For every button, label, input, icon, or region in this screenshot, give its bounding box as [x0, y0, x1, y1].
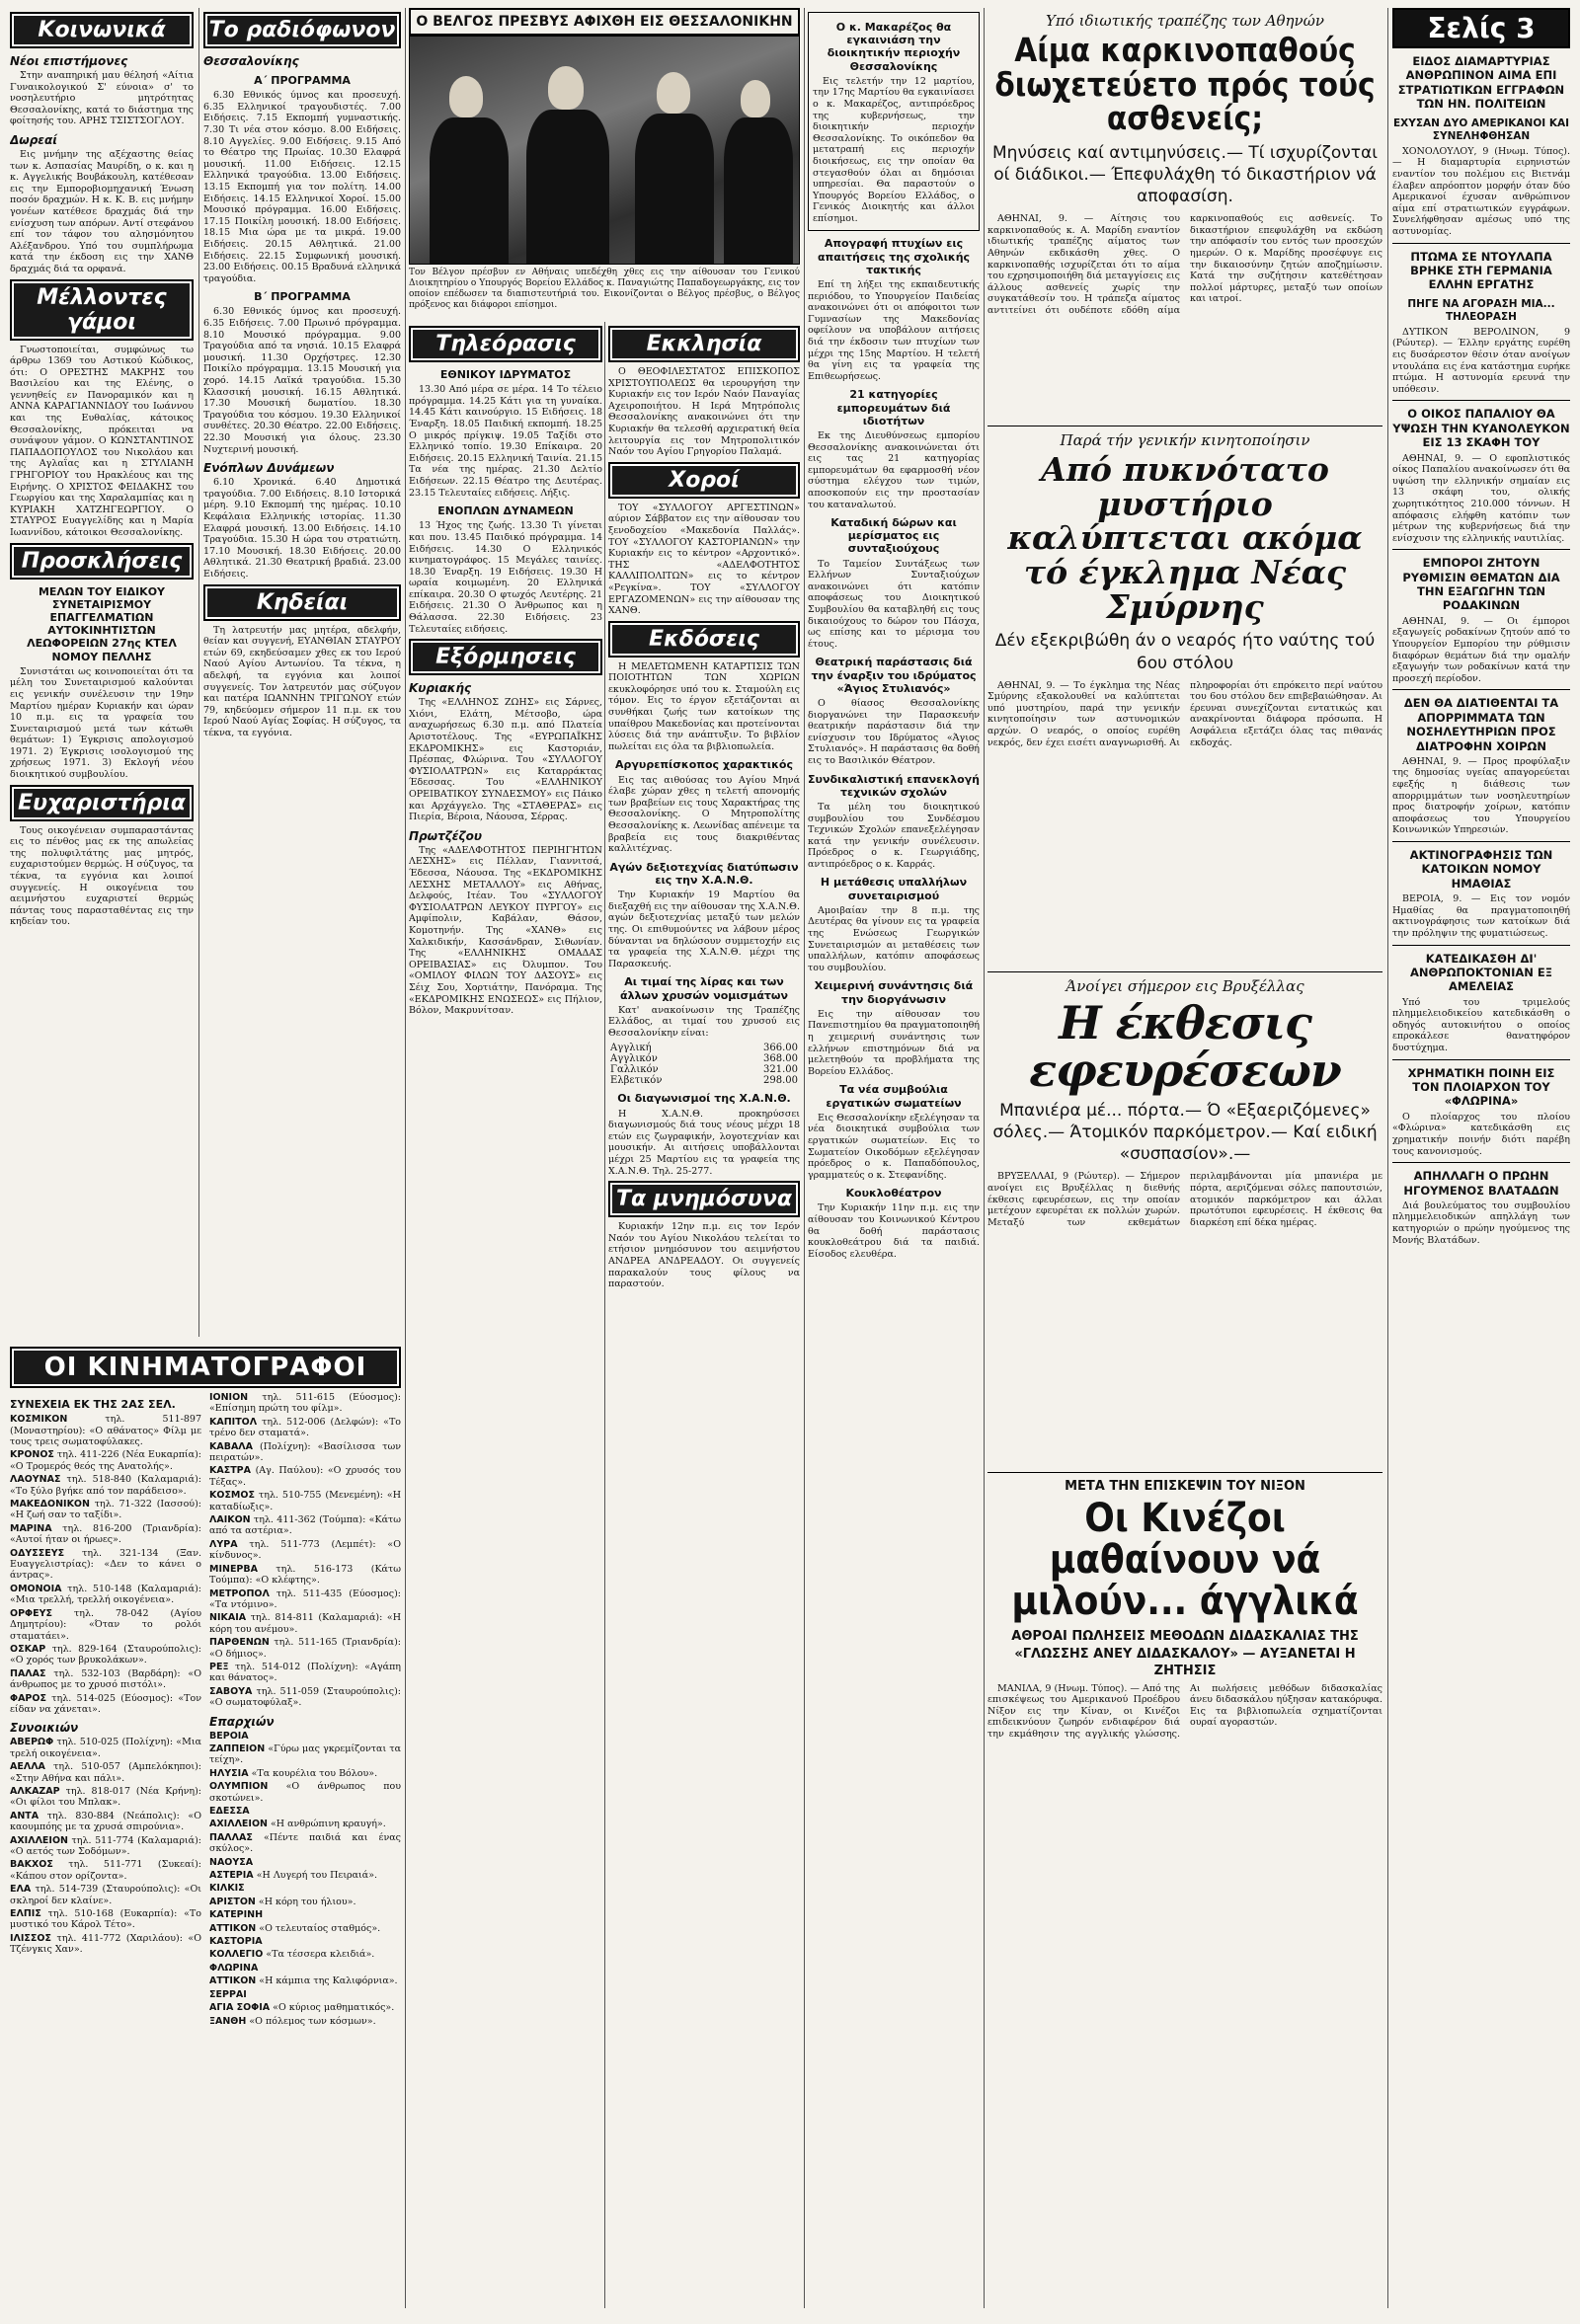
column-local-news [808, 8, 980, 2308]
cinema-name: ΠΑΡΘΕΝΩΝ [209, 1637, 270, 1649]
cinema-listing [209, 1465, 401, 1488]
cinema-listing [209, 1806, 401, 1817]
program-title: Α΄ ΠΡΟΓΡΑΜΜΑ [254, 74, 351, 87]
paragraph: Εις τας αιθούσας του Αγίου Μηνά έλαβε χώραν χθες η τελετή απονομής των βραβείων εις τους Χαρακτήρας της Θεσσαλονίκης. Ο Μητροπολίτης Θεσσαλονίκης κ. Λεωνίδας απένειμε τα βραβεία εις τους διακριθέντας καλλιτέχνας. [608, 774, 800, 855]
headline: Καταδική δώρων και μερίσματος εις συνταξιούχους [830, 516, 957, 556]
headline: ΕΜΠΟΡΟΙ ΖΗΤΟΥΝ ΡΥΘΜΙΣΙΝ ΘΕΜΑΤΩΝ ΔΙΑ ΤΗΝ ΕΞΑΓΩΓΗΝ ΤΩΝ ΡΟΔΑΚΙΝΩΝ [1402, 556, 1560, 613]
cinema-name: ΝΙΚΑΙΑ [209, 1612, 247, 1624]
cinema-program: τηλ. 411-772 (Χαριλάου): «Ο Τζένγκις Χαν». [10, 1932, 201, 1956]
headline-chinese-english: Οι Κινέζοι μαθαίνουν νά μιλούν... άγγλικά [1011, 1496, 1359, 1625]
cinema-listing [10, 1474, 201, 1497]
cinema-listing [10, 1884, 201, 1906]
cinema-name: ΜΑΚΕΔΟΝΙΚΟΝ [10, 1499, 90, 1511]
cinema-listing [209, 1588, 401, 1611]
cinema-name: ΑΤΤΙΚΟΝ [209, 1922, 257, 1934]
paragraph: 13 Ήχος της ζωής. 13.30 Τι γίνεται και που. 13.45 Παιδικό πρόγραμμα. 14 Ειδήσεις. 14.30 Ο Ελληνικός κινηματογράφος. 15 Μεγάλες ταινίες. 18.30 Έναρξη. 19 Ειδήσεις. 19.30 Η ωραία κοιμωμένη. 20 Ελληνικά επίκαιρα. 20.30 Ο φτωχός Λευτέρης. 21 Ειδήσεις. 21.30 Ο Άνθρωπος και η Θάλασσα. 22.30 Ειδήσεις. 23 Τελευταίες ειδήσεις. [409, 520, 602, 635]
subheading: ΣΥΝΕΧΕΙΑ ΕΚ ΤΗΣ 2ΑΣ ΣΕΛ. [10, 1398, 176, 1411]
cinema-listing [209, 1612, 401, 1635]
cinema-name: ΞΑΝΘΗ [209, 2015, 247, 2027]
cinema-name: ΖΑΠΠΕΙΟΝ [209, 1743, 266, 1754]
page-number: Σελίς 3 [1392, 8, 1570, 48]
section-heading-funerals: Κηδείαι [203, 584, 401, 621]
cinema-program: «Γύρω μας γκρεμίζονται τα τείχη». [209, 1743, 401, 1766]
cinema-program: τηλ. 816-200 (Τριανδρία): «Αυτοί ήταν οι ήρωες». [10, 1522, 201, 1546]
cinema-listing [209, 1490, 401, 1512]
paragraph: Εκ της Διευθύνσεως εμπορίου Θεσσαλονίκης ανακοινώνεται ότι εις τας 21 κατηγορίας εμπορευμάτων θα εφαρμοσθή νέον σύστημα ελέγχου των τιμών, αποσκοπούν εις την προστασίαν του καταναλωτού. [808, 429, 980, 510]
paragraph: Τα μέλη του διοικητικού συμβουλίου του Συνδέσμου Τεχνικών Σχολών επανεξελέγησαν κατά την γενικήν συνέλευσιν. Πρόεδρος ο κ. Γεωργιάδης, αντιπρόεδρος ο κ. Καρράς. [808, 801, 980, 870]
headline: Θεατρική παράστασις διά την έναρξιν του ιδρύματος «Άγιος Στυλιανός» [811, 656, 977, 695]
paragraph: Ο θίασος Θεσσαλονίκης διοργανώνει την Παρασκευήν θεατρικήν παράστασιν διά την ενίσχυσιν του Ιδρύματος «Άγιος Στυλιανός». Η παράστασις θα δοθή εις το Βασιλικόν Θέατρον. [808, 697, 980, 766]
cinema-listing [209, 1936, 401, 1947]
table-row: Ελβετικόν 298.00 [610, 1075, 798, 1087]
cinema-program: τηλ. 510-025 (Πολίχνη): «Μια τρελή οικογένεια». [10, 1737, 201, 1759]
cinema-listing [209, 1686, 401, 1709]
headline: Συνδικαλιστική επανεκλογή τεχνικών σχολών [808, 772, 980, 799]
cinema-listing [209, 1923, 401, 1934]
cinema-listing [209, 1417, 401, 1439]
subheading: Επαρχιών [209, 1714, 275, 1729]
paragraph: Η Χ.Α.Ν.Θ. προκηρύσσει διαγωνισμούς διά τους νέους μέχρι 18 ετών εις ζωγραφικήν, λογοτεχνίαν και μουσικήν. Αι αιτήσεις υποβάλλονται μέχρι 25 Μαρτίου εις τα γραφεία της Χ.Α.Ν.Θ. Τηλ. 25-277. [608, 1108, 800, 1177]
paragraph: Στην αναπηρική μαυ θέλησή «Αίτια Γυναικολογικού Σ' εύνοια» σ' το νοσηλευτήριο μητρότητας Θεσσαλονίκης, κατά το διάστημα της φοίτησής του. ΑΡΗΣ ΤΣΙΣΤΣΟΓΛΟΥ. [10, 70, 194, 127]
cinema-name: ΛΑΟΥΝΑΣ [10, 1474, 61, 1486]
cinema-name: ΜΕΤΡΟΠΟΛ [209, 1588, 270, 1599]
cinema-name: ΚΟΣΜΙΚΟΝ [10, 1414, 68, 1426]
cinema-listing [209, 2002, 401, 2013]
cinema-name: ΟΣΚΑΡ [10, 1643, 46, 1655]
cinema-program: τηλ. 511-771 (Συκεαί): «Κάπου στον ορίζοντα». [10, 1859, 201, 1882]
cinema-list-right [209, 1392, 401, 2029]
paragraph: Το Ταμείον Συντάξεως των Ελλήνων Συνταξιούχων ανακοινώνει ότι κατόπιν αποφάσεως του Διοικητικού Συμβουλίου θα καταβληθή εις τους δικαιούχους το δώρον του Πάσχα, ως επίσης και το μέρισμα του έτους. [808, 558, 980, 650]
subheading: Αργυρεπίσκοπος χαρακτικός [615, 758, 793, 772]
cinema-program: τηλ. 514-739 (Σταυρούπολις): «Οι σκληροί δεν κλαίνε». [10, 1884, 201, 1906]
cinema-name: ΦΑΡΟΣ [10, 1692, 46, 1704]
section-heading-radio: Το ραδιόφωνον [203, 12, 401, 48]
paragraph: ΑΘΗΝΑΙ, 9. — Αίτησις του καρκινοπαθούς κ. Α. Μαρίδη εναντίον ιδιωτικής τραπέζης αίματος των Αθηνών εκδικάσθη χθες. Ο καρκινοπαθής ισχυρίζεται ότι το αίμα του εχρησιμοποιήθη διά μεταγγίσεις εις άλλους ασθενείς χωρίς την συγκατάθεσίν του. Η τράπεζα αίματος αντιτείνει ότι ουδέποτε εδόθη αίμα καρκινοπαθούς εις ασθενείς. Το δικαστήριον επεφυλάχθη να εκδώση την απόφασίν του εντός των προσεχών ημερών. Ο κ. Μαρίδης προσέφυγε εις την δικαιοσύνην ζητών αποζημίωσιν. Κατά την συζήτησιν κατεθέτησαν πολλοί μάρτυρες, μεταξύ των οποίων και ιατροί. [988, 213, 1382, 316]
table-row: Αγγλικόν 368.00 [610, 1053, 798, 1065]
cinema-program: τηλ. 829-164 (Σταυρούπολις): «Ο χορός των βρυκολάκων». [10, 1643, 201, 1666]
section-heading-weddings: Μέλλοντες γάμοι [10, 279, 194, 341]
cinema-program: τηλ. 511-059 (Σταυρούπολις): «Ο σωματοφύλαξ». [209, 1685, 401, 1709]
paragraph: Επί τη λήξει της εκπαιδευτικής περιόδου, το Υπουργείον Παιδείας ανακοινώνει ότι οι απόφοιτοι των Γυμνασίων της Μακεδονίας οφείλουν να υποβάλουν αιτήσεις διά την έκδοσιν των πτυχίων των μέχρι της 15ης Μαρτίου. Η τελετή θα γίνη εις τα γραφεία της Επιθεωρήσεως. [808, 279, 980, 382]
cinema-name: ΣΑΒΟΥΑ [209, 1685, 253, 1697]
cinema-program: «Πέντε παιδιά και ένας σκύλος». [209, 1831, 401, 1855]
cinema-listing [209, 1989, 401, 2000]
cinema-program: τηλ. 411-362 (Τούμπα): «Κάτω από τα αστέρια». [209, 1514, 401, 1537]
headline: Κουκλοθέατρον [845, 1187, 942, 1201]
cinema-listing [209, 1743, 401, 1766]
cinema-listing [10, 1761, 201, 1784]
cinema-name: ΚΟΣΜΟΣ [209, 1490, 255, 1502]
deck: Δέν εξεκριβώθη άν ο νεαρός ήτο ναύτης τού 6ου στόλου [994, 631, 1376, 673]
cinema-name: ΠΑΛΛΑΣ [209, 1831, 253, 1843]
cinema-name: ΦΛΩΡΙΝΑ [209, 1962, 259, 1974]
paragraph: Η ΜΕΛΕΤΩΜΕΝΗ ΚΑΤΑΡΤΙΣΙΣ ΤΩΝ ΠΟΙΟΤΗΤΩΝ ΤΩΝ ΧΩΡΙΩΝ εκυκλοφόρησε υπό του κ. Σταμούλη εις τόμον. Εις το έργον εξετάζονται αι συνθήκαι ζωής των κατοίκων της υπαίθρου Μακεδονίας και προτείνονται λύσεις διά την ανάπτυξιν. Το βιβλίον πωλείται εις όλα τα βιβλιοπωλεία. [608, 660, 800, 752]
section-heading-social: Κοινωνικά [10, 12, 194, 48]
cinema-listing [209, 1870, 401, 1881]
cinema-name: ΚΑΤΕΡΙΝΗ [209, 1909, 264, 1921]
cinema-listing [209, 1857, 401, 1868]
cinema-program: τηλ. 411-226 (Νέα Ευκαρπία): «Ο Τρομερός θεός της Ανατολής». [10, 1449, 201, 1472]
cinema-name: ΑΝΤΑ [10, 1810, 40, 1821]
cinemas-section [10, 1343, 401, 2029]
subheading: ΕΘΝΙΚΟΥ ΙΔΡΥΜΑΤΟΣ [439, 368, 572, 381]
column-divider [804, 8, 805, 2308]
cinema-program: τηλ. 830-884 (Νεάπολις): «Ο καουμπόης με τα χρυσά σπιρούνια». [10, 1810, 201, 1833]
cinema-listing [209, 1392, 401, 1415]
cinema-name: ΜΙΝΕΡΒΑ [209, 1563, 258, 1575]
subheading: Νέοι επιστήμονες [10, 54, 128, 68]
cinema-name: ΕΔΕΣΣΑ [209, 1806, 250, 1817]
section-heading-tv: Τηλεόρασις [409, 326, 602, 362]
headline: Η μετάθεσις υπαλλήλων συνεταιρισμού [820, 876, 968, 902]
cinema-listing [10, 1668, 201, 1691]
cinema-program: τηλ. 510-755 (Μενεμένη): «Η καταδίωξις». [209, 1490, 401, 1512]
paragraph: ΒΕΡΟΙΑ, 9. — Εις τον νομόν Ημαθίας θα πραγματοποιηθή ακτινογράφησις των κατοίκων διά την πρόληψιν της φυματιώσεως. [1392, 893, 1570, 939]
cinema-program: «Η Λυγερή του Πειραιά». [256, 1870, 378, 1882]
cinema-listing [209, 1539, 401, 1562]
cinema-listing [10, 1811, 201, 1833]
cinema-program: «Ο άνθρωπος που σκοτώνει». [209, 1781, 401, 1804]
subheading: Κυριακής [409, 681, 472, 696]
headline: ΧΡΗΜΑΤΙΚΗ ΠΟΙΝΗ ΕΙΣ ΤΟΝ ΠΛΟΙΑΡΧΟΝ ΤΟΥ «ΦΛΩΡΙΝΑ» [1407, 1065, 1555, 1109]
section-heading-cinemas: ΟΙ ΚΙΝΗΜΑΤΟΓΡΑΦΟΙ [10, 1347, 401, 1388]
paragraph: Κατ' ανακοίνωσιν της Τραπέζης Ελλάδος, αι τιμαί του χρυσού εις Θεσσαλονίκην είναι: [608, 1004, 800, 1039]
column-divider [405, 8, 406, 2308]
paragraph: Τη λατρευτήν μας μητέρα, αδελφήν, θείαν και συγγενή, ΕΥΑΝΘΙΑΝ ΣΤΑΥΡΟΥ ετών 69, εκηδεύσαμεν χθες εκ του Ιερού Ναού Αγίου Αντωνίου. Τα τέκνα, η αδελφή, τα εγγόνια και λοιποί συγγενείς. Τον λατρευτόν μας σύζυγον και πατέρα ΙΩΑΝΝΗΝ ΤΡΙΓΩΝΟΥ ετών 79, κηδεύομεν σήμερον 11 π.μ. εκ του Ιερού Ναού Αγίας Σοφίας. Η σύζυγος, τα τέκνα, τα εγγόνια. [203, 624, 401, 738]
cinema-listing [10, 1548, 201, 1582]
paragraph: 6.30 Εθνικός ύμνος και προσευχή. 6.35 Ειδήσεις. 7.00 Πρωινό πρόγραμμα. 8.10 Μουσικό πρόγραμμα. 9.00 Τραγούδια από τα νησιά. 10.15 Ελαφρά μουσική. 11.30 Ορχήστρες. 12.30 Ποικίλο πρόγραμμα. 13.15 Μουσική για χορό. 14.15 Λαϊκά τραγούδια. 15.30 Κλασσική μουσική. 16.15 Αθλητικά. 17.30 Μουσική δωματίου. 18.30 Τραγούδια του κόσμου. 19.30 Ελληνικοί συνθέτες. 20.30 Θέατρο. 22.00 Ειδήσεις. 22.30 Μουσική για όλους. 23.30 Νυχτερινή μουσική. [203, 306, 401, 455]
cinema-listing [209, 1819, 401, 1829]
cinema-name: ΟΔΥΣΣΕΥΣ [10, 1547, 65, 1559]
cinema-listing [10, 1584, 201, 1606]
cinema-name: ΚΑΣΤΟΡΙΑ [209, 1936, 263, 1948]
cinema-name: ΛΑΙΚΟΝ [209, 1514, 251, 1526]
headline-blood-bank: Αίμα καρκινοπαθούς διωχετεύετο πρός τούς ασθενείς; [994, 31, 1376, 138]
subheading: Συνοικιών [10, 1721, 79, 1736]
cinema-name: ΑΣΤΕΡΙΑ [209, 1870, 254, 1882]
cinema-program: «Ο κύριος μαθηματικός». [273, 2002, 395, 2014]
cinema-name: ΚΙΛΚΙΣ [209, 1883, 245, 1895]
cinema-listing [209, 1897, 401, 1907]
cinema-name: ΑΧΙΛΛΕΙΟΝ [10, 1834, 68, 1846]
cinema-program: τηλ. 514-012 (Πολίχνη): «Αγάπη και θάνατος». [209, 1661, 401, 1684]
kicker: Υπό ιδιωτικής τραπέζης των Αθηνών [1046, 12, 1324, 30]
cinema-program: τηλ. 321-134 (Ξαν. Ευαγγελιστρίας): «Δεν το κάνει ο άντρας». [10, 1547, 201, 1582]
cinema-program: «Τα τέσσερα κλειδιά». [266, 1949, 375, 1961]
paragraph: ΑΘΗΝΑΙ, 9. — Το έγκλημα της Νέας Σμύρνης εξακολουθεί να καλύπτεται υπό μυστηρίου, παρά την γενικήν κινητοποίησιν των αστυνομικών αρχών. Ο νεαρός, ο οποίος ευρέθη νεκρός, δεν έχει εισέτι αναγνωρισθή. Αι πληροφορίαι ότι επρόκειτο περί ναύτου του 6ου στόλου δεν επιβεβαιώθησαν. Αι έρευναι συνεχίζονται εντατικώς και ανακρίνονται διάφορα πρόσωπα. Η Ασφάλεια εξετάζει όλας τας πιθανάς εκδοχάς. [988, 679, 1382, 748]
paragraph: ΔΥΤΙΚΟΝ ΒΕΡΟΛΙΝΟΝ, 9 (Ρώυτερ). — Έλλην εργάτης ευρέθη εις δυσάρεστον θέσιν όταν ανοίγων ντουλάπα εις ένα κατάστημα ευρήκε πτώμα. Η αστυνομία ερευνά την υπόθεσιν. [1392, 326, 1570, 395]
cinema-program: τηλ. 516-173 (Κάτω Τούμπα): «Ο κλέφτης». [209, 1563, 401, 1587]
station-name: Θεσσαλονίκης [203, 54, 299, 68]
subheading: ΜΕΛΩΝ ΤΟΥ ΕΙΔΙΚΟΥ ΣΥΝΕΤΑΙΡΙΣΜΟΥ ΕΠΑΓΓΕΛΜΑΤΙΩΝ ΑΥΤΟΚΙΝΗΤΙΣΤΩΝ ΛΕΩΦΟΡΕΙΩΝ 27ης ΚΤΕΛ ΝΟΜΟΥ ΠΕΛΛΗΣ [27, 584, 177, 663]
cinema-listing [209, 1963, 401, 1974]
cinema-program: τηλ. 514-025 (Εύοσμος): «Τον είδαν να χάνεται». [10, 1692, 201, 1715]
cinema-name: ΑΧΙΛΛΕΙΟΝ [209, 1819, 268, 1830]
cinema-listing [10, 1523, 201, 1546]
subheading: ΕΝΟΠΛΩΝ ΔΥΝΑΜΕΩΝ [437, 504, 574, 518]
cinema-name: ΡΕΞ [209, 1661, 229, 1672]
cinema-listing [209, 1441, 401, 1464]
cinema-program: τηλ. 818-017 (Νέα Κρήνη): «Οι φίλοι του Μπλακ». [10, 1785, 201, 1809]
cinema-name: ΙΟΝΙΟΝ [209, 1392, 249, 1403]
headline: ΑΚΤΙΝΟΓΡΑΦΗΣΙΣ ΤΩΝ ΚΑΤΟΙΚΩΝ ΝΟΜΟΥ ΗΜΑΘΙΑΣ [1409, 848, 1553, 891]
paragraph: Εις Θεσσαλονίκην εξελέγησαν τα νέα διοικητικά συμβούλια των εργατικών σωματείων. Εις το Σωματείον Οικοδόμων εξελέγησαν πρόεδρος ο κ. Παπαδόπουλος, γραμματεύς ο κ. Στεφανίδης. [808, 1112, 980, 1181]
paragraph: 6.30 Εθνικός ύμνος και προσευχή. 6.35 Ελληνικοί τραγουδιστές. 7.00 Ειδήσεις. 7.15 Εκπομπή γυμναστικής. 7.30 Τι νέα στον κόσμο. 8.00 Ειδήσεις. 8.10 Αγγελίες. 9.00 Ειδήσεις. 9.15 Από το Θέατρο της Πρωίας. 10.30 Ελαφρά μουσική. 11.00 Ειδήσεις. 12.15 Ελληνικά τραγούδια. 13.00 Ειδήσεις. 13.15 Εκπομπή για τον πολίτη. 14.00 Ειδήσεις. 14.15 Ελληνικοί Χοροί. 15.00 Μουσικό πρόγραμμα. 16.00 Ειδήσεις. 17.15 Ποικίλη μουσική. 18.00 Ειδήσεις. 18.15 Μια ώρα με τα μικρά. 19.00 Ειδήσεις. 20.15 Αθλητικά. 21.00 Ειδήσεις. 22.15 Συμφωνική μουσική. 23.00 Ειδήσεις. 00.15 Βραδυνά ελληνικά τραγούδια. [203, 90, 401, 284]
paragraph: Της «ΑΔΕΛΦΟΤΗΤΟΣ ΠΕΡΙΗΓΗΤΩΝ ΛΕΣΧΗΣ» εις Πέλλαν, Γιαννιτσά, Έδεσσα, Νάουσα. Της «ΕΚΔΡΟΜΙΚΗΣ ΛΕΣΧΗΣ ΜΕΤΑΛΛΟΥ» εις Αθήνας, Δελφούς, Ιτέαν. Του «ΣΥΛΛΟΓΟΥ ΦΥΣΙΟΛΑΤΡΩΝ ΛΕΥΚΟΥ ΠΥΡΓΟΥ» εις Αμφίπολιν, Καβάλαν, Θάσον, Κομοτηνήν. Της «ΧΑΝΘ» εις Χαλκιδικήν, Κασσάνδραν, Σιθωνίαν. Της «ΕΛΛΗΝΙΚΗΣ ΟΜΑΔΑΣ ΟΡΕΙΒΑΣΙΑΣ» εις Όλυμπον. Του «ΟΜΙΛΟΥ ΦΙΛΩΝ ΤΟΥ ΔΑΣΟΥΣ» εις Σέιχ Σου, Χορτιάτην, Πανόραμα. Της «ΕΚΔΡΟΜΙΚΗΣ ΕΝΩΣΕΩΣ» εις Πήλιον, Βόλον, Μακρυνίτσαν. [409, 844, 602, 1017]
cinema-name: ΚΑΒΑΛΑ [209, 1440, 254, 1452]
cinema-program: τηλ. 511-774 (Καλαμαριά): «Ο αετός των Σοδόμων». [10, 1834, 201, 1857]
section-heading-memorials: Τα μνημόσυνα [608, 1181, 800, 1217]
subheading: Δωρεαί [10, 132, 57, 147]
paragraph: Ο ΘΕΟΦΙΛΕΣΤΑΤΟΣ ΕΠΙΣΚΟΠΟΣ ΧΡΙΣΤΟΥΠΟΛΕΩΣ θα ιερουργήση την Κυριακήν εις τον Ιερόν Ναόν Παναγίας Αχειροποιήτου. Η Ιερά Μητρόπολις Θεσσαλονίκης ανακοινώνει ότι την Κυριακήν θα τελεσθή αρχιερατική θεία λειτουργία εις τον Μητροπολιτικόν Ναόν του Αγίου Γρηγορίου Παλαμά. [608, 366, 800, 458]
column-divider [1387, 8, 1388, 2308]
cinema-name: ΠΑΛΑΣ [10, 1667, 46, 1679]
subheading: Πρωτζέζου [409, 828, 482, 843]
column-photo-tv [409, 8, 800, 314]
column-radio [203, 8, 401, 1337]
subheadline: ΠΗΓΕ ΝΑ ΑΓΟΡΑΣΗ ΜΙΑ... ΤΗΛΕΟΡΑΣΗ [1407, 297, 1555, 323]
paragraph: Ο πλοίαρχος του πλοίου «Φλώρινα» κατεδικάσθη εις χρηματικήν ποινήν διότι παρέβη τους κανονισμούς. [1392, 1111, 1570, 1157]
column-tv [409, 322, 602, 1339]
cinema-listing [10, 1693, 201, 1716]
cinema-listing [209, 1832, 401, 1855]
cinema-program: (Πολίχνη): «Βασίλισσα των πειρατών». [209, 1440, 401, 1464]
paragraph: Κυριακήν 12ην π.μ. εις τον Ιερόν Ναόν του Αγίου Νικολάου τελείται το ετήσιον μνημόσυνον του αειμνήστου ΑΝΔΡΕΑ ΑΝΔΡΕΑΔΟΥ. Οι συγγενείς παρακαλούν τους φίλους να παραστούν. [608, 1221, 800, 1290]
station-name: Ενόπλων Δυνάμεων [203, 461, 335, 476]
headline: 21 κατηγορίες εμπορευμάτων διά ιδιοτήτων [836, 388, 951, 427]
headline: Ο ΟΙΚΟΣ ΠΑΠΑΛΙΟΥ ΘΑ ΥΨΩΣΗ ΤΗΝ ΚΥΑΝΟΛΕΥΚΟΝ ΕΙΣ 13 ΣΚΑΦΗ ΤΟΥ [1392, 407, 1570, 450]
cinema-name: ΚΡΟΝΟΣ [10, 1449, 54, 1461]
paragraph: ΑΘΗΝΑΙ, 9. — Ο εφοπλιστικός οίκος Παπαλίου ανακοίνωσεν ότι θα υψώση την ελληνικήν σημαίαν εις 13 σκάφη του, ολικής χωρητικότητος 210.000 τόννων. Η απόφασις ελήφθη κατόπιν των μέτρων της κυβερνήσεως διά την ενίσχυσιν της ελληνικής ναυτιλίας. [1392, 452, 1570, 544]
headline: ΑΠΗΛΛΑΓΗ Ο ΠΡΩΗΝ ΗΓΟΥΜΕΝΟΣ ΒΛΑΤΑΔΩΝ [1403, 1169, 1559, 1198]
paragraph: Την Κυριακήν 11ην π.μ. εις την αίθουσαν του Κοινωνικού Κέντρου θα δοθή παράστασις κουκλοθεάτρου διά τα παιδιά. Είσοδος ελευθέρα. [808, 1202, 980, 1260]
cinema-program: τηλ. 511-165 (Τριανδρία): «Ο δήμιος». [209, 1637, 401, 1660]
cinema-listing [209, 1514, 401, 1537]
paragraph: ΤΟΥ «ΣΥΛΛΟΓΟΥ ΑΡΓΕΣΤΙΝΩΝ» αύριον Σάββατον εις την αίθουσαν του ξενοδοχείου «Μακεδονία Παλλάς». ΤΟΥ «ΣΥΛΛΟΓΟΥ ΚΑΣΤΟΡΙΑΝΩΝ» την Κυριακήν εις το κέντρον «Αρχοντικό». ΤΗΣ «ΑΔΕΛΦΟΤΗΤΟΣ ΚΑΛΛΙΠΟΛΙΤΩΝ» εις το κέντρον «Ρεγκίνα». ΤΟΥ «ΣΥΛΛΟΓΟΥ ΕΡΓΑΖΟΜΕΝΩΝ» εις την αίθουσαν της ΧΑΝΘ. [608, 502, 800, 617]
cinema-program: (Αγ. Παύλου): «Ο χρυσός του Τέξας». [209, 1465, 401, 1488]
cinema-name: ΑΒΕΡΩΦ [10, 1737, 54, 1748]
cinema-listing [10, 1608, 201, 1642]
cinema-name: ΒΕΡΟΙΑ [209, 1730, 249, 1742]
cinema-program: τηλ. 511-435 (Εύοσμος): «Τα ντόμινο». [209, 1588, 401, 1610]
cinema-program: «Ο τελευταίος σταθμός». [259, 1922, 381, 1934]
cinema-listing [209, 1975, 401, 1986]
cinema-program: τηλ. 511-615 (Εύοσμος): «Επίσημη πρώτη του φίλμ». [209, 1392, 401, 1415]
cinema-name: ΟΛΥΜΠΙΟΝ [209, 1781, 269, 1793]
cinema-program: «Τα κουρέλια του Βόλου». [251, 1767, 378, 1779]
kicker: ΜΕΤΑ ΤΗΝ ΕΠΙΣΚΕΨΙΝ ΤΟΥ ΝΙΞΟΝ [1065, 1479, 1305, 1495]
paragraph: ΑΘΗΝΑΙ, 9. — Προς προφύλαξιν της δημοσίας υγείας απαγορεύεται εφεξής η διάθεσις των απορριμμάτων των νοσηλευτηρίων προς διατροφήν χοίρων, κατόπιν αποφάσεως του Υπουργείου Κοινωνικών Υπηρεσιών. [1392, 755, 1570, 836]
cinema-listing [209, 1564, 401, 1587]
cinema-name: ΚΟΛΛΕΓΙΟ [209, 1949, 264, 1961]
paragraph: 6.10 Χρονικά. 6.40 Δημοτικά τραγούδια. 7.00 Ειδήσεις. 8.10 Ιστορικά μέρη. 9.10 Εκπομπή της ημέρας. 10.10 Κεφάλαια Ελληνικής ιστορίας. 11.30 Ελαφρά μουσική. 13.00 Ειδήσεις. 14.10 Τραγούδια. 15.30 Η ώρα του στρατιώτη. 17.10 Μουσική. 18.30 Ειδήσεις. 20.00 Αθλητικά. 21.30 Θεατρική βραδιά. 23.00 Ειδήσεις. [203, 477, 401, 580]
cinema-name: ΒΑΚΧΟΣ [10, 1859, 53, 1871]
paragraph: Εις τελετήν την 12 μαρτίου, την 17ης Μαρτίου θα εγκαινίασει ο κ. Μακαρέζος, αντιπρόεδρος της κυβερνήσεως, την διοικητικήν περιοχήν Θεσσαλονίκης. Το οικόπεδον θα μετατραπή εις περιοχήν διοικήσεως, εις την οποίαν θα στεγασθούν όλαι αι δημόσιαι υπηρεσίαι. Θα παραστούν ο Υπουργός Βορείου Ελλάδος, ο Γενικός Διοικητής και άλλοι επίσημοι. [813, 75, 975, 224]
cinema-name: ΟΜΟΝΟΙΑ [10, 1583, 62, 1594]
paragraph: Τους οικογένειαν συμπαραστάντας εις το πένθος μας εκ της απωλείας της πολυφιλτάτης μας μητρός, ευχαριστούμεν θερμώς. Η σύζυγος, τα τέκνα, τα εγγόνια και λοιποί συγγενείς. Η οικογένεια του αειμνήστου ευχαριστεί θερμώς πάντας τους παρασταθέντας εις την κηδείαν του. [10, 824, 194, 928]
deck: Μπανιέρα μέ... πόρτα.— Ό «Εξαεριζόμενες» σόλες.— Άτομικόν παρκόμετρον.— Καί ειδική «συσπασίον».— [992, 1101, 1378, 1165]
subheading: Οι διαγωνισμοί της Χ.Α.Ν.Θ. [617, 1092, 791, 1106]
cinema-program: «Ο πόλεμος των κόσμων». [249, 2015, 376, 2027]
paragraph: Γνωστοποιείται, συμφώνως τω άρθρω 1369 του Αστικού Κώδικος, ότι: Ο ΟΡΕΣΤΗΣ ΜΑΚΡΗΣ του Βασιλείου και της Ελένης, ο γεννηθείς εν Πανοραμικόν και η ΑΝΝΑ ΚΑΡΑΓΙΑΝΝΙΔΟΥ του Ιωάννου και της Ευθαλίας, κάτοικος Θεσσαλονίκης, πρόκειται να συνάψουν γάμον. Ο ΚΩΝΣΤΑΝΤΙΝΟΣ ΠΑΠΑΔΟΠΟΥΛΟΣ του Νικολάου και της Αγλαΐας και η ΣΤΥΛΙΑΝΗ ΓΡΗΓΟΡΙΟΥ του Ηρακλέους και της Ειρήνης. Ο ΧΡΙΣΤΟΣ ΦΕΙΔΑΚΗΣ του Γεωργίου και της Χαραλαμπίας και η ΚΥΡΙΑΚΗ ΧΑΤΖΗΓΕΩΡΓΙΟΥ. Ο ΣΤΑΥΡΟΣ Ευαγγελίδης και η Μαρία Ιωαννίδου, κάτοικοι Θεσσαλονίκης. [10, 344, 194, 538]
cinema-listing [209, 2016, 401, 2027]
paragraph: Αμοιβαίαν την 8 π.μ. της Δευτέρας θα γίνουν εις τα γραφεία της Ενώσεως Γεωργικών Συνεταιρισμών αι μεταθέσεις των υπαλλήλων, κατόπιν αποφάσεως του συμβουλίου. [808, 904, 980, 973]
headline: ΚΑΤΕΔΙΚΑΣΘΗ ΔΙ' ΑΝΘΡΩΠΟΚΤΟΝΙΑΝ ΕΞ ΑΜΕΛΕΙΑΣ [1410, 951, 1552, 994]
cinema-name: ΚΑΣΤΡΑ [209, 1465, 251, 1477]
cinema-program: τηλ. 511-773 (Λεμπέτ): «Ο κίνδυνος». [209, 1538, 401, 1562]
cinema-name: ΑΛΚΑΖΑΡ [10, 1785, 60, 1797]
cinema-listing [209, 1909, 401, 1920]
cinema-listing [10, 1908, 201, 1931]
cinema-listing [10, 1859, 201, 1882]
cinema-name: ΑΓΙΑ ΣΟΦΙΑ [209, 2002, 271, 2014]
cinema-name: ΑΕΛΛΑ [10, 1761, 45, 1773]
column-church [608, 322, 800, 2308]
photo-caption: Τον Βέλγον πρέσβυν εν Αθήναις υπεδέχθη χθες εις την αίθουσαν του Γενικού Διοικητηρίου ο Υπουργός Βορείου Ελλάδος κ. Παναγιώτης Παπαδογεωργάκης, εις τον οποίον επέδωσεν τα διαπιστευτήριά του. Εικονίζονται ο Βέλγος πρέσβυς, ο Βέλγος πρόξενος και διάφοροι επίσημοι. [409, 268, 800, 310]
headline: Ο κ. Μακαρέζος θα εγκαινιάση την διοικητικήν περιοχήν Θεσσαλονίκης [827, 21, 961, 73]
cinema-program: «Η κάμπια της Καλιφόρνια». [259, 1975, 398, 1987]
cinema-listing [209, 1781, 401, 1804]
cinema-listing [10, 1737, 201, 1759]
cinema-program: τηλ. 532-103 (Βαρδάρη): «Ο άνθρωπος με το χρυσό πιστόλι». [10, 1667, 201, 1691]
paragraph: Εις μνήμην της αξέχαστης θείας των κ. Ασπασίας Μαυρίδη, ο κ. και η κ. Αγγελικής Βουβάκουλη, κατέθεσαν εις την Εμποροβιομηχανική Ένωση ποσόν δραχμών. Η κ. Κ. Β. εις μνήμην γονέων κατέθεσε δραχμάς διά την ενίσχυση των απόρων. Αντί στεφάνου επί τον τάφον του αλησμόνητου Αλέξανδρου. Υπό του συμπλήρωμα κατά την έκδοση εις την ΧΑΝΘ δραχμάς διά τα ορφανά. [10, 148, 194, 274]
cinema-listing [10, 1414, 201, 1447]
section-heading-thanks: Ευχαριστήρια [10, 785, 194, 821]
cinema-name: ΚΑΠΙΤΟΛ [209, 1416, 258, 1428]
cinema-program: τηλ. 814-811 (Καλαμαριά): «Η κόρη του ανέμου». [209, 1612, 401, 1635]
cinema-listing [10, 1933, 201, 1956]
paragraph: Διά βουλεύματος του συμβουλίου πλημμελειοδικών απηλλάγη των κατηγοριών ο πρώην ηγούμενος της Μονής Βλατάδων. [1392, 1200, 1570, 1246]
headline: ΠΤΩΜΑ ΣΕ ΝΤΟΥΛΑΠΑ ΒΡΗΚΕ ΣΤΗ ΓΕΡΜΑΝΙΑ ΕΛΛΗΝ ΕΡΓΑΤΗΣ [1410, 249, 1552, 292]
paragraph: Εις την αίθουσαν του Πανεπιστημίου θα πραγματοποιηθή η χειμερινή συνάντησις των ελλήνων επιστημόνων διά να μελετηθούν τα προβλήματα της Βορείου Ελλάδος. [808, 1008, 980, 1077]
cinema-listing [209, 1768, 401, 1779]
photo-headline: Ο ΒΕΛΓΟΣ ΠΡΕΣΒΥΣ ΑΦΙΧΘΗ ΕΙΣ ΘΕΣΣΑΛΟΝΙΚΗΝ [409, 8, 800, 36]
cinema-name: ΟΡΦΕΥΣ [10, 1607, 52, 1619]
column-social [10, 8, 194, 932]
cinema-listing [10, 1786, 201, 1809]
section-heading-publications: Εκδόσεις [608, 621, 800, 658]
headline: Τα νέα συμβούλια εργατικών σωματείων [826, 1083, 962, 1110]
paragraph: Της «ΕΛΛΗΝΟΣ ΖΩΗΣ» εις Σάρνες, Χιόνι, Ελάτη, Μέτσοβο, ώρα αναχωρήσεως 6.30 π.μ. από Πλατεία Αριστοτέλους. Της «ΕΥΡΩΠΑΪΚΗΣ ΕΚΔΡΟΜΙΚΗΣ» εις Καστοριάν, Πρέσπας, Φλώρινα. Του «ΣΥΛΛΟΓΟΥ ΦΥΣΙΟΛΑΤΡΩΝ» εις Καταρράκτας Έδεσσας. Του «ΕΛΛΗΝΙΚΟΥ ΟΡΕΙΒΑΤΙΚΟΥ ΣΥΝΔΕΣΜΟΥ» εις Πάικο και Αρχάγγελο. Της «ΣΤΑΘΕΡΑΣ» εις Πιερία, Βέροια, Νάουσα, Σέρρας. [409, 697, 602, 823]
paragraph: ΜΑΝΙΛΑ, 9 (Ηνωμ. Τύπος). — Από της επισκέψεως του Αμερικανού Προέδρου Νίξον εις την Κίναν, οι Κινέζοι επιδεικνύουν ζωηρόν ενδιαφέρον διά την εκμάθησιν της αγγλικής γλώσσης. Αι πωλήσεις μεθόδων διδασκαλίας άνευ διδασκάλου ηύξησαν κατακόρυφα. Εις τα βιβλιοπωλεία σχηματίζονται ουραί αγοραστών. [988, 1682, 1382, 1741]
paragraph: ΧΟΝΟΛΟΥΛΟΥ, 9 (Ηνωμ. Τύπος). — Η διαμαρτυρία ειρηνιστών εναντίον του πολέμου εις Βιετνάμ έλαβεν απρόοπτον μορφήν όταν δύο Αμερικανοί έχυσαν ανθρώπινον αίμα επί στρατιωτικών εγγράφων. Συνελήφθησαν αμέσως υπό της αστυνομίας. [1392, 145, 1570, 237]
cinema-name: ΣΕΡΡΑΙ [209, 1988, 247, 2000]
cinema-program: τηλ. 510-057 (Αμπελόκηποι): «Στην Αθήνα και πάλι». [10, 1761, 201, 1784]
kicker: Άνοίγει σήμερον εις Βρυξέλλας [1066, 976, 1304, 995]
column-briefs [1392, 8, 1570, 2308]
cinema-listing [209, 1731, 401, 1742]
gold-price-table [608, 1043, 800, 1086]
cinema-listing [209, 1662, 401, 1684]
program-title: Β΄ ΠΡΟΓΡΑΜΜΑ [254, 290, 351, 304]
cinema-program: τηλ. 510-168 (Ευκαρπία): «Το μυστικό του Κάρολ Τέτο». [10, 1908, 201, 1931]
cinema-listing [209, 1949, 401, 1960]
article-box [808, 12, 980, 231]
cinema-name: ΗΛΥΣΙΑ [209, 1767, 249, 1779]
cinema-name: ΕΛΠΙΣ [10, 1908, 41, 1920]
column-divider [198, 8, 199, 1337]
table-row: Αγγλική 366.00 [610, 1043, 798, 1054]
cinema-program: τηλ. 510-148 (Καλαμαριά): «Μια τρελλή, τρελλή οικογένεια». [10, 1583, 201, 1606]
subheadline: ΕΧΥΣΑΝ ΔΥΟ ΑΜΕΡΙΚΑΝΟΙ ΚΑΙ ΣΥΝΕΛΗΦΘΗΣΑΝ [1393, 116, 1569, 142]
newspaper-page [10, 8, 1570, 2308]
cinema-name: ΝΑΟΥΣΑ [209, 1856, 254, 1868]
section-heading-dances: Χοροί [608, 462, 800, 499]
cinema-listing [209, 1883, 401, 1894]
cinema-listing [10, 1644, 201, 1666]
cinema-program: τηλ. 78-042 (Αγίου Δημητρίου): «Όταν το ρολόι σταματάει». [10, 1607, 201, 1642]
cinema-name: ΑΤΤΙΚΟΝ [209, 1975, 257, 1987]
cinema-program: τηλ. 71-322 (Ιασσού): «Η ζωή σαν το ταξίδι». [10, 1499, 201, 1521]
cinema-listing [10, 1499, 201, 1521]
paragraph: Υπό του τριμελούς πλημμελειοδικείου κατεδικάσθη ο οδηγός αυτοκινήτου ο οποίος επροκάλεσε θανατηφόρον δυστύχημα. [1392, 996, 1570, 1054]
cinema-name: ΕΛΑ [10, 1884, 32, 1896]
headline: Χειμερινή συνάντησις διά την διοργάνωσιν [814, 979, 974, 1006]
cinema-list-left [10, 1392, 201, 2029]
photo-ambassador [409, 36, 800, 265]
cinema-listing [10, 1449, 201, 1472]
cinema-name: ΑΡΙΣΤΟΝ [209, 1896, 256, 1907]
deck: Μηνύσεις καί αντιμηνύσεις.— Τί ισχυρίζονται οί διάδικοι.— Έπεφυλάχθη τό δικαστήριον νά αποφασίση. [992, 142, 1378, 207]
cinema-name: ΜΑΡΙΝΑ [10, 1522, 52, 1534]
headline: ΔΕΝ ΘΑ ΔΙΑΤΙΘΕΝΤΑΙ ΤΑ ΑΠΟΡΡΙΜΜΑΤΑ ΤΩΝ ΝΟΣΗΛΕΥΤΗΡΙΩΝ ΠΡΟΣ ΔΙΑΤΡΟΦΗΝ ΧΟΙΡΩΝ [1403, 696, 1559, 753]
cinema-program: «Η ανθρώπινη κραυγή». [271, 1819, 386, 1830]
cinema-name: ΙΛΙΣΣΟΣ [10, 1932, 51, 1944]
cinema-program: τηλ. 518-840 (Καλαμαριά): «Το ξύλο βγήκε από τον παράδεισο». [10, 1474, 201, 1497]
headline: ΕΙΔΟΣ ΔΙΑΜΑΡΤΥΡΙΑΣ ΑΝΘΡΩΠΙΝΟΝ ΑΙΜΑ ΕΠΙ ΣΤΡΑΤΙΩΤΙΚΩΝ ΕΓΓΡΑΦΩΝ ΤΩΝ ΗΝ. ΠΟΛΙΤΕΙΩΝ [1397, 54, 1565, 112]
deck: ΑΘΡΟΑΙ ΠΩΛΗΣΕΙΣ ΜΕΘΟΔΩΝ ΔΙΔΑΣΚΑΛΙΑΣ ΤΗΣ «ΓΛΩΣΣΗΣ ΑΝΕΥ ΔΙΔΑΣΚΑΛΟΥ» — ΑΥΞΑΝΕΤΑΙ Η ΖΗΤΗΣΙΣ [1011, 1629, 1359, 1679]
headline-inventions: Η έκθεσις εφευρέσεων [1029, 995, 1341, 1097]
paragraph: ΑΘΗΝΑΙ, 9. — Οι έμποροι εξαγωγείς ροδακίνων ζητούν από το Υπουργείον Εμπορίου την ρύθμισιν διαφόρων θεμάτων διά την ομαλήν εξαγωγήν των ροδακίνων κατά την προσεχή περίοδον. [1392, 615, 1570, 684]
column-divider [984, 8, 985, 2308]
section-heading-invitations: Προσκλήσεις [10, 543, 194, 580]
subheading: Αγών δεξιοτεχνίας διατύπωσιν εις την Χ.Α.Ν.Θ. [609, 860, 799, 887]
paragraph: Συνιστάται ως κοινοποιείται ότι τα μέλη του Συνεταιρισμού καλούνται εις γενικήν συνέλευσιν την 19ην Μαρτίου ημέραν Κυριακήν και ώραν 10 π.μ. εις τα γραφεία του Συνεταιρισμού μετά των κάτωθι θεμάτων: 1) Έγκρισις απολογισμού 1971. 2) Έγκρισις ισολογισμού της χρήσεως 1971. 3) Εκλογή νέου διοικητικού συμβουλίου. [10, 665, 194, 781]
paragraph: 13.30 Από μέρα σε μέρα. 14 Το τέλειο πρόγραμμα. 14.25 Κάτι για τη γυναίκα. 14.45 Κάτι καινούργιο. 15 Ειδήσεις. 18 Έναρξη. 18.05 Παιδική εκπομπή. 18.25 Ο μικρός πρίγκιψ. 19.05 Ταξίδι στο Ελληνικό τοπίο. 19.30 Επίκαιρα. 20 Ειδήσεις. 20.15 Ελληνική Ταινία. 21.15 Τα νέα της ημέρας. 21.30 Δελτίο Ειδήσεων. 22.15 Θέατρο της Δευτέρας. 23.15 Τελευταίες ειδήσεις. Λήξις. [409, 384, 602, 499]
paragraph: ΒΡΥΞΕΛΛΑΙ, 9 (Ρώυτερ). — Σήμερον ανοίγει εις Βρυξέλλας η διεθνής έκθεσις εφευρέσεων, εις την οποίαν μετέχουν εφευρέται εκ πολλών χωρών. Μεταξύ των εκθεμάτων περιλαμβάνονται μία μπανιέρα με πόρτα, αεριζόμεναι σόλες παπουτσιών, ατομικόν παρκόμετρον και άλλαι πρωτότυποι εφευρέσεις. Η έκθεσις θα διαρκέση επί δέκα ημέρας. [988, 1171, 1382, 1228]
column-divider [604, 322, 605, 2308]
cinema-program: τηλ. 512-006 (Δελφών): «Το τρένο δεν σταματά». [209, 1416, 401, 1439]
table-row: Γαλλικόν 321.00 [610, 1064, 798, 1076]
column-lead-stories [988, 8, 1382, 2308]
headline-nea-smyrni: Από πυκνότατο μυστήριο καλύπτεται ακόμα τό έγκλημα Νέας Σμύρνης [1007, 450, 1363, 626]
cinema-name: ΛΥΡΑ [209, 1538, 238, 1550]
cinema-listing [209, 1637, 401, 1660]
subheading: Αι τιμαί της λίρας και των άλλων χρυσών νομισμάτων [620, 975, 788, 1002]
section-heading-excursions: Εξόρμησεις [409, 639, 602, 675]
headline: Απογραφή πτυχίων εις απαιτήσεις της σχολικής τακτικής [817, 237, 971, 276]
paragraph: Την Κυριακήν 19 Μαρτίου θα διεξαχθή εις την αίθουσαν της Χ.Α.Ν.Θ. αγών δεξιοτεχνίας μεταξύ των μελών της. Οι επιθυμούντες να λάβουν μέρος δύνανται να δηλώσουν συμμετοχήν εις τα γραφεία της Χ.Α.Ν.Θ. μέχρι της Παρασκευής. [608, 890, 800, 969]
cinema-listing [10, 1835, 201, 1858]
cinema-program: τηλ. 511-897 (Μοναστηρίου): «Ο αθάνατος» Φίλμ με τους τρεις σωματοφύλακες. [10, 1414, 201, 1447]
kicker: Παρά τήν γενικήν κινητοποίησιν [1060, 431, 1310, 450]
section-heading-church: Εκκλησία [608, 326, 800, 362]
cinema-program: «Η κόρη του ήλιου». [258, 1896, 356, 1907]
